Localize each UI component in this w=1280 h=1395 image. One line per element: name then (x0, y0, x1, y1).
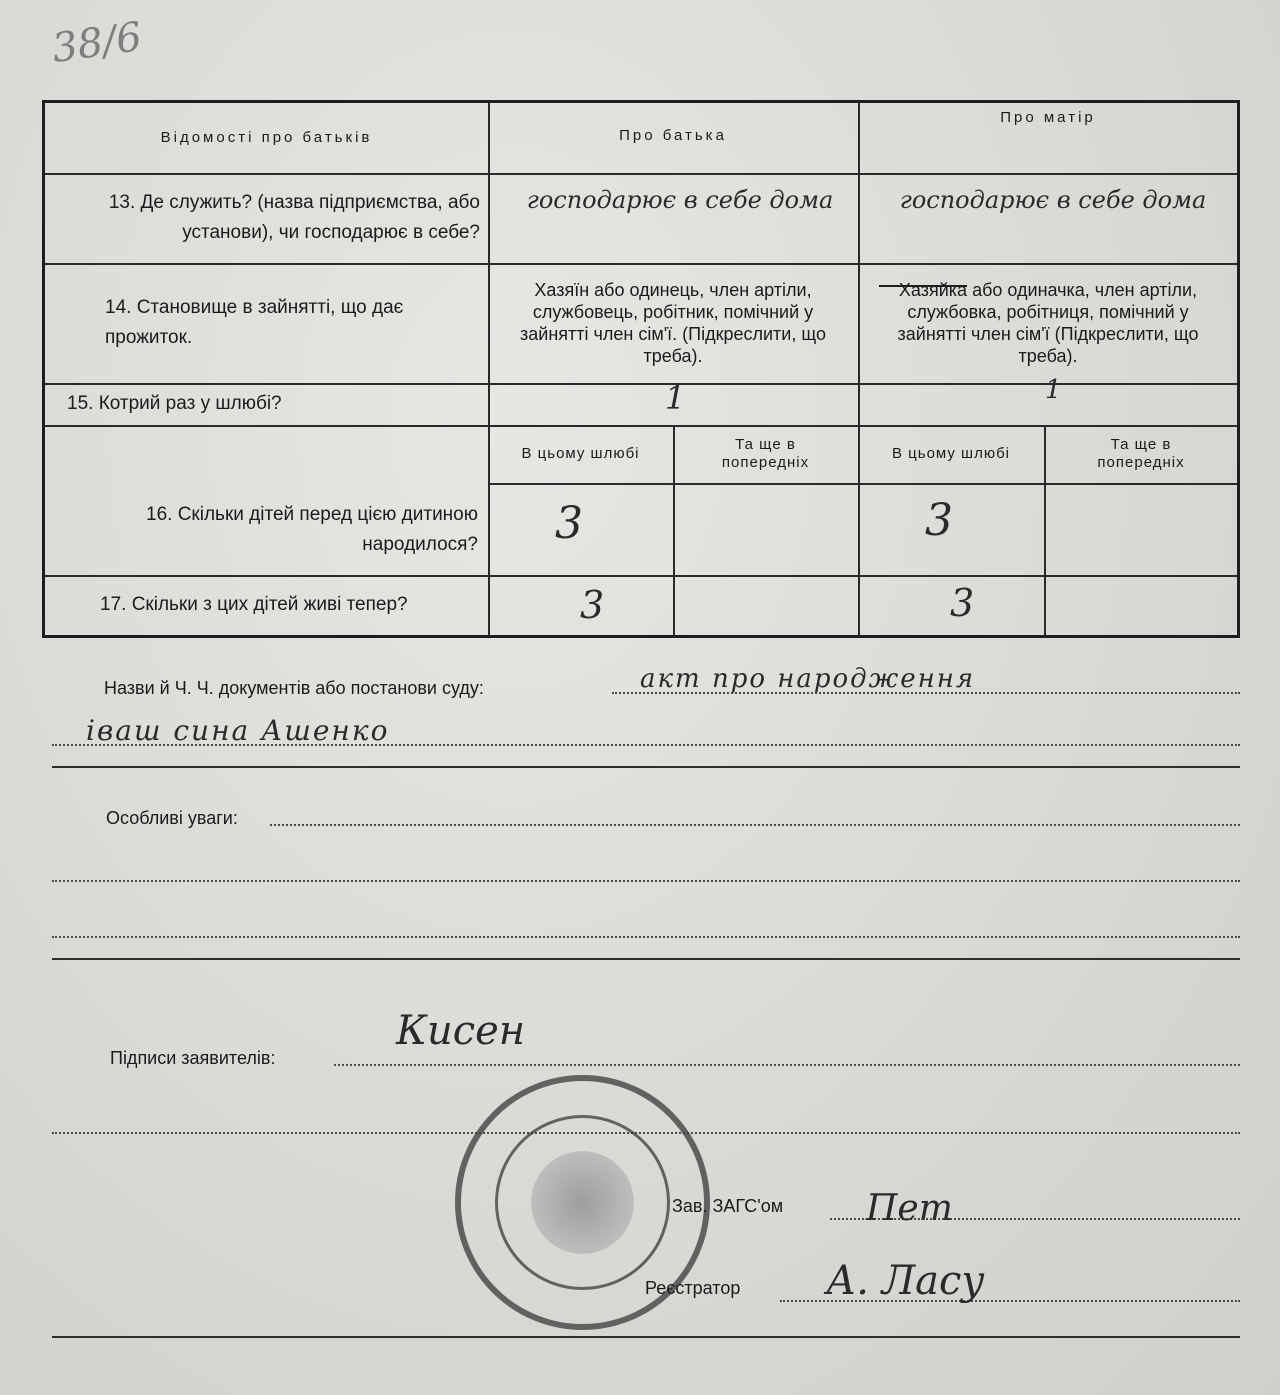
mother-employment-options: Хазяйка або одиначка, член артіли, службовка, робітниця, помічний у зайнятті член сім'ї (Підкреслити, що треба). (897, 280, 1199, 366)
applicants-signature-label: Підписи заявителів: (110, 1048, 276, 1068)
remarks-line-3 (52, 936, 1240, 938)
row-divider (488, 483, 1237, 485)
header-father: Про батька (619, 127, 727, 144)
subheader-father-this: В цьому шлюбі (521, 445, 640, 462)
underline-mark (879, 285, 967, 287)
documents-value-line1: акт про народження (640, 664, 976, 694)
header-parents-info: Відомості про батьків (160, 129, 373, 146)
subheader-father-prev: Та ще в попередніх (721, 436, 810, 471)
archive-number: 38/6 (49, 13, 145, 73)
mother-children-born-this: 3 (925, 495, 953, 546)
subheader-mother-prev: Та ще в попередніх (1097, 436, 1185, 471)
remarks-line-1 (270, 824, 1240, 826)
remarks-label: Особливі уваги: (106, 808, 238, 828)
separator-line (52, 958, 1240, 960)
documents-value-line2: іваш сина Ашенко (86, 714, 390, 747)
father-children-born-this: 3 (555, 498, 583, 549)
question-17: 17. Скільки з цих дітей живі тепер? (100, 594, 408, 615)
question-16: 16. Скільки дітей перед цією дитиною народилося? (146, 504, 478, 555)
registrar-signature: А. Ласу (826, 1258, 985, 1304)
bottom-separator-line (52, 1336, 1240, 1338)
mother-workplace: господарює в себе дома (899, 186, 1207, 214)
question-14: 14. Становище в зайнятті, що дає прожиток. (105, 297, 404, 348)
header-mother: Про матір (1000, 109, 1096, 126)
father-marriage-count: 1 (665, 379, 686, 417)
father-employment-options: Хазяїн або одинець, член артіли, службовець, робітник, помічний у зайнятті член сім'ї. (Підкреслити, що треба). (520, 280, 826, 366)
applicants-signature-line (334, 1064, 1240, 1066)
registrar-label: Реєстратор (645, 1278, 741, 1298)
applicant-signature: Кисен (396, 1008, 526, 1054)
registry-head-signature: Пет (866, 1188, 953, 1229)
question-15: 15. Котрий раз у шлюбі? (67, 393, 282, 414)
parents-info-table (42, 100, 1240, 638)
separator-line (52, 766, 1240, 768)
documents-label: Назви й Ч. Ч. документів або постанови суду: (104, 678, 484, 698)
subheader-mother-this: В цьому шлюбі (891, 445, 1011, 462)
question-13: 13. Де служить? (назва підприємства, або установи), чи господарює в себе? (108, 192, 480, 243)
registry-head-label: Зав. ЗАГС'ом (672, 1196, 784, 1216)
documents-line-2 (52, 744, 1240, 746)
remarks-line-2 (52, 880, 1240, 882)
father-children-alive-this: 3 (580, 583, 605, 627)
father-workplace: господарює в себе дома (526, 186, 834, 214)
mother-marriage-count: 1 (1045, 375, 1062, 405)
mother-children-alive-this: 3 (950, 581, 975, 625)
